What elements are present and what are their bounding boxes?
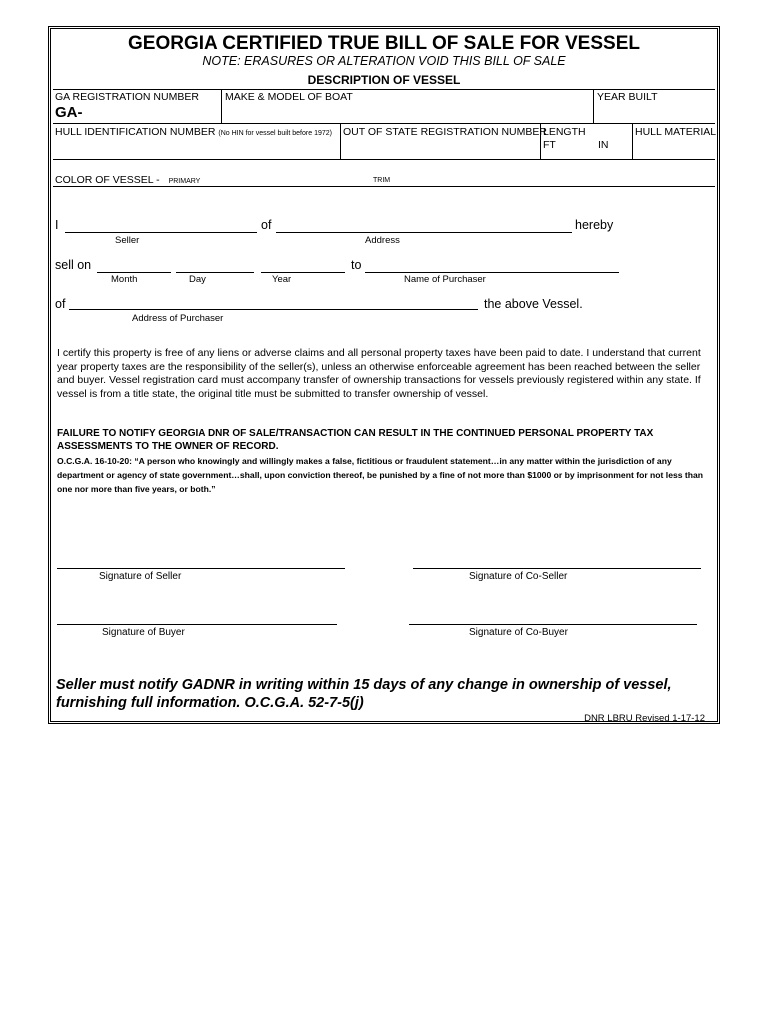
table-row-rule — [53, 159, 715, 160]
address-caption: Address — [365, 235, 400, 246]
of-purchaser-label: of — [55, 297, 66, 311]
ocga-text: O.C.G.A. 16-10-20: “A person who knowingly and willingly makes a false, fictitious or fraudulent statement…in any matter within the jurisdiction of any department or agency of state government…shall, upon conviction thereof, be punished by a fine of not more than $1000 or by imprisonment for not less than one nor more than five years, or both.” — [57, 456, 704, 494]
buyer-signature-caption: Signature of Buyer — [102, 627, 185, 638]
length-label[interactable]: LENGTH — [543, 126, 586, 138]
of-label: of — [261, 218, 272, 232]
table-col-rule — [340, 123, 341, 159]
year-built-label[interactable]: YEAR BUILT — [597, 91, 658, 103]
table-bottom-rule — [53, 186, 715, 187]
year-caption: Year — [272, 274, 292, 285]
hin-label-text: HULL IDENTIFICATION NUMBER — [55, 126, 216, 138]
purchaser-name-field[interactable] — [365, 272, 619, 273]
color-label[interactable] — [55, 174, 200, 186]
above-vessel-label: the above Vessel. — [484, 297, 583, 311]
hin-label[interactable] — [55, 126, 332, 138]
warning-text: FAILURE TO NOTIFY GEORGIA DNR OF SALE/TRANSACTION CAN RESULT IN THE CONTINUED PERSONAL PROPERTY TAX ASSESSMENTS TO THE OWNER OF RECORD. — [57, 428, 654, 452]
seller-name-field[interactable] — [65, 232, 257, 233]
co-seller-signature-field[interactable] — [413, 568, 701, 569]
description-heading: DESCRIPTION OF VESSEL — [307, 73, 461, 87]
revision-label: DNR LBRU Revised 1-17-12 — [584, 713, 705, 724]
table-top-rule — [53, 89, 715, 90]
hin-note: (No HIN for vessel built before 1972) — [218, 130, 332, 137]
hereby-label: hereby — [575, 218, 614, 232]
length-in-label: IN — [598, 139, 609, 151]
table-col-rule — [593, 89, 594, 123]
ga-registration-label: GA REGISTRATION NUMBER — [55, 91, 199, 103]
form-note: NOTE: ERASURES OR ALTERATION VOID THIS BILL OF SALE — [202, 54, 566, 68]
seller-signature-caption: Signature of Seller — [99, 571, 182, 582]
notification-notice: Seller must notify GADNR in writing within 15 days of any change in ownership of vessel, furnishing full information. O.C.G.A. 52-7-5(j) — [56, 677, 672, 711]
color-label-text: COLOR OF VESSEL - — [55, 174, 160, 186]
table-col-rule — [221, 89, 222, 123]
co-buyer-signature-caption: Signature of Co-Buyer — [469, 627, 568, 638]
out-of-state-label[interactable]: OUT OF STATE REGISTRATION NUMBER — [343, 126, 547, 138]
ga-registration-input[interactable]: GA- — [55, 104, 83, 121]
month-caption: Month — [111, 274, 138, 285]
length-ft-label: FT — [543, 139, 556, 151]
day-caption: Day — [189, 274, 206, 285]
hull-material-label[interactable]: HULL MATERIAL — [635, 126, 717, 138]
day-field[interactable] — [176, 272, 254, 273]
sell-on-label: sell on — [55, 258, 92, 272]
purchaser-address-field[interactable] — [69, 309, 478, 310]
seller-address-field[interactable] — [276, 232, 572, 233]
i-label: I — [55, 218, 59, 232]
table-row-rule — [53, 123, 715, 124]
buyer-signature-field[interactable] — [57, 624, 337, 625]
purchaser-address-caption: Address of Purchaser — [132, 313, 224, 324]
purchaser-caption: Name of Purchaser — [404, 274, 486, 285]
form-title: GEORGIA CERTIFIED TRUE BILL OF SALE FOR VESSEL — [128, 33, 640, 54]
certification-text: I certify this property is free of any liens or adverse claims and all personal property taxes have been paid to date. I understand that current year property taxes are the responsibility of the seller(s), unless an otherwise enforceable agreement has been reached between the seller and buyer. Vessel registration card must accompany transfer of ownership transactions for vessels previously registered within any state. If vessel is from a title state, the original title must be submitted to transfer ownership of vessel. — [57, 347, 701, 400]
make-model-label[interactable]: MAKE & MODEL OF BOAT — [225, 91, 353, 103]
month-field[interactable] — [97, 272, 171, 273]
bill-of-sale-form — [48, 26, 720, 724]
seller-signature-field[interactable] — [57, 568, 345, 569]
primary-label: PRIMARY — [168, 178, 201, 185]
to-label: to — [351, 258, 362, 272]
year-field[interactable] — [261, 272, 345, 273]
co-seller-signature-caption: Signature of Co-Seller — [469, 571, 568, 582]
seller-caption: Seller — [115, 235, 140, 246]
table-col-rule — [632, 123, 633, 159]
trim-label[interactable]: TRIM — [373, 177, 391, 184]
co-buyer-signature-field[interactable] — [409, 624, 697, 625]
